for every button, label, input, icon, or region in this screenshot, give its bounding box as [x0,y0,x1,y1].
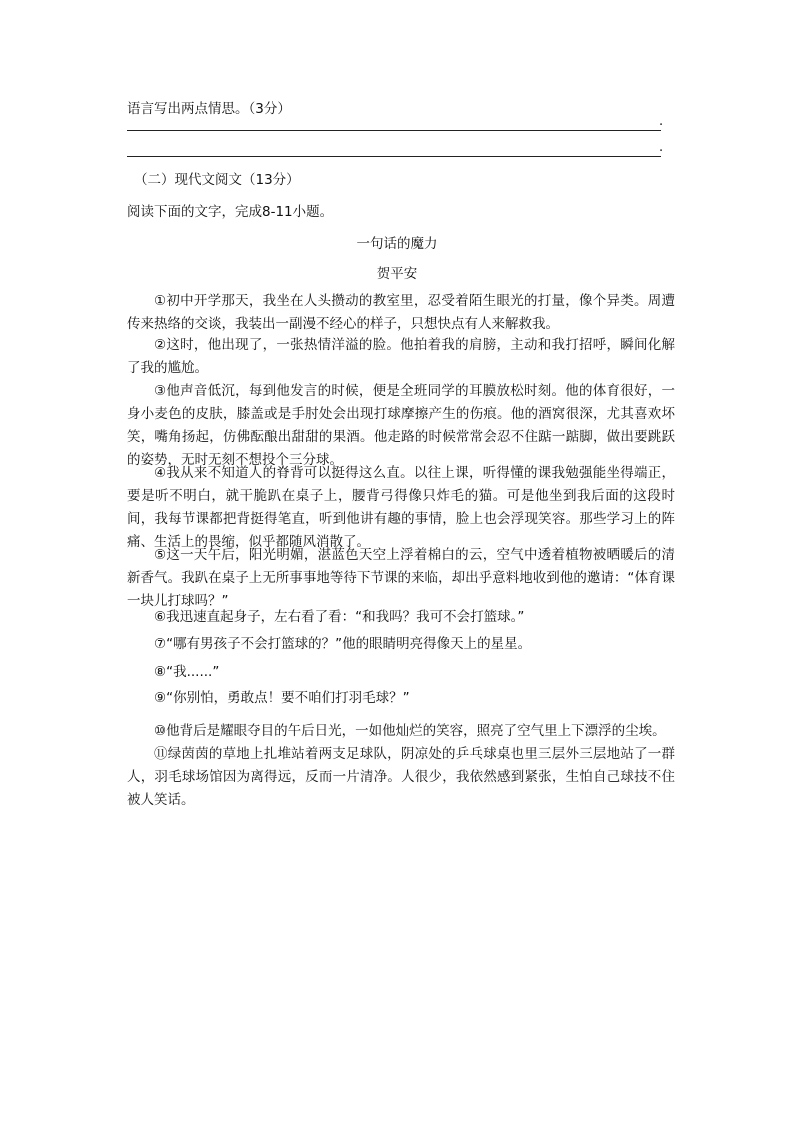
paragraph-2: ②这时，他出现了，一张热情洋溢的脸。他拍着我的肩膀，主动和我打招呼，瞬间化解了我的尴尬。 [127,337,675,376]
answer-line-2-end: . [659,140,664,155]
answer-line-1 [127,130,661,131]
paragraph-8: ⑧“我......” [154,664,220,680]
article-author: 贺平安 [376,266,418,282]
paragraph-10: ⑩他背后是耀眼夺目的午后日光，一如他灿烂的笑容，照亮了空气里上下漂浮的尘埃。 [154,723,666,739]
paragraph-3: ③他声音低沉，每到他发言的时候，便是全班同学的耳膜放松时刻。他的体育很好，一身小麦色的皮肤，膝盖或是手肘处会出现打球摩擦产生的伤痕。他的酒窝很深，尤其喜欢坏笑，嘴角扬起，仿佛酝酿出甜甜的果酒。他走路的时候常常会忍不住踮一踮脚，做出要跳跃的姿势，无时无刻不想投个三分球。 [127,383,675,468]
paragraph-9: ⑨“你别怕，勇敢点！要不咱们打羽毛球？” [154,690,410,706]
answer-line-2 [127,156,661,157]
paragraph-5: ⑤这一天午后，阳光明媚，湛蓝色天空上浮着棉白的云，空气中透着植物被晒暖后的清新香气。我趴在桌子上无所事事地等待下节课的来临，却出乎意料地收到他的邀请：“体育课一块儿打球吗？” [127,547,675,609]
section-heading: （二）现代文阅文（13分） [134,172,300,188]
paragraph-6: ⑥我迅速直起身子，左右看了看：“和我吗？我可不会打篮球。” [154,609,525,625]
article-title: 一句话的魔力 [356,236,438,252]
reading-instruction: 阅读下面的文字，完成8-11小题。 [127,204,334,220]
paragraph-11: ⑪绿茵茵的草地上扎堆站着两支足球队，阴凉处的乒乓球桌也里三层外三层地站了一群人，羽毛球场馆因为离得远，反而一片清净。人很少，我依然感到紧张，生怕自己球技不住被人笑话。 [127,746,675,808]
paragraph-4: ④我从来不知道人的脊背可以挺得这么直。以往上课，听得懂的课我勉强能坐得端正，要是听不明白，就干脆趴在桌子上，腰背弓得像只炸毛的猫。可是他坐到我后面的这段时间，我每节课都把背挺得笔直，听到他讲有趣的事情，脸上也会浮现笑容。那些学习上的阵痛、生活上的畏缩，似乎都随风消散了。 [127,465,675,550]
paragraph-7: ⑦“哪有男孩子不会打篮球的？”他的眼睛明亮得像天上的星星。 [154,636,532,652]
paragraph-1: ①初中开学那天，我坐在人头攒动的教室里，忍受着陌生眼光的打量，像个异类。周遭传来热络的交谈，我装出一副漫不经心的样子，只想快点有人来解救我。 [127,293,675,332]
question-tail: 语言写出两点情思。（3分） [127,101,291,117]
answer-line-1-end: . [659,114,664,129]
